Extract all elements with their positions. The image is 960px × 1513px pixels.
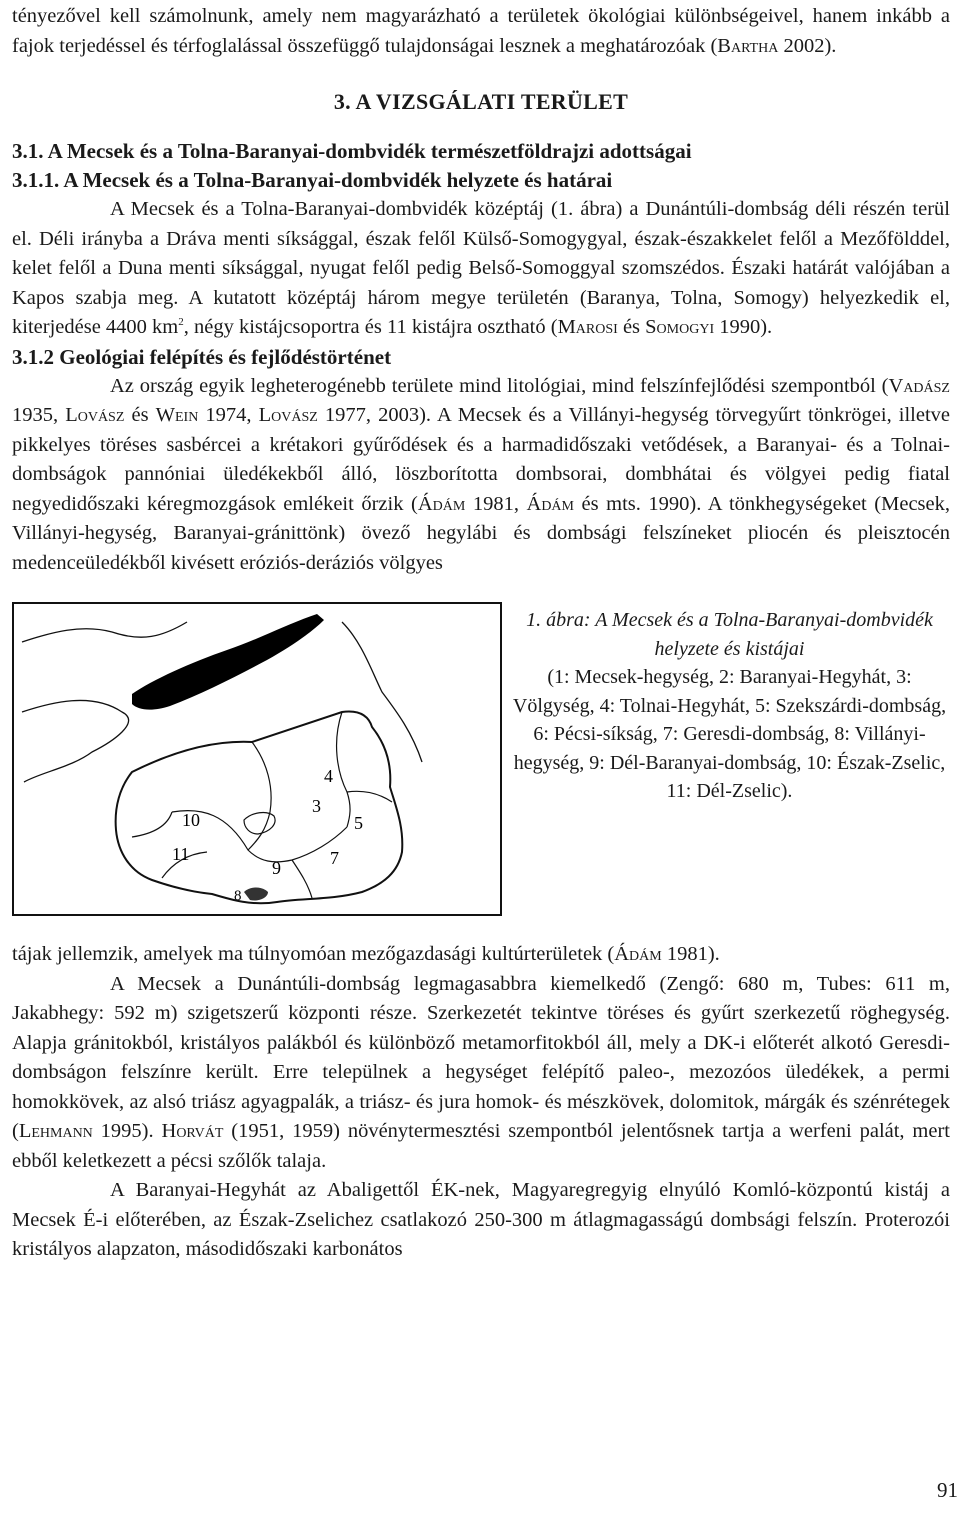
- paragraph-intro: [12, 2, 950, 61]
- page: [12, 0, 950, 1265]
- subsection-title-1: 3.1.1. A Mecsek és a Tolna-Baranyai-dombvidék helyzete és határai: [12, 168, 613, 192]
- map-label: 9: [272, 858, 281, 878]
- page-number: 91: [937, 1478, 958, 1502]
- map-label: 11: [172, 844, 190, 864]
- chapter-title: 3. A VIZSGÁLATI TERÜLET: [333, 89, 629, 114]
- text: 1974,: [198, 404, 259, 426]
- citation: Somogyi: [645, 316, 715, 338]
- region-map: [12, 602, 502, 916]
- text: 1981).: [661, 943, 720, 965]
- text: Az ország egyik legheterogénebb területe mind litológiai, mind felszínfejlődési szempontból (: [110, 374, 889, 397]
- text: tájak jellemzik, amelyek ma túlnyomóan mezőgazdasági kultúrterületek (: [12, 943, 615, 965]
- paragraph-location: [12, 195, 950, 343]
- text: A Mecsek és a Tolna-Baranyai-dombvidék középtáj (1. ábra) a Dunántúli-dombság déli részén terül el. Déli irányba a Dráva menti síksággal, észak felől Külső-Somogygyal, észak-északkelet felől a Mezőfölddel, kelet felől a Duna menti síksággal, nyugat felől pedig Belső-Somoggyal szomszédos. Északi határát valójában a Kapos szabja meg. A kutatott középtáj három megye területén (Baranya, Tolna, Somogy) helyezkedik el, kiterjedése 4400 km: [12, 198, 950, 338]
- text: és: [617, 316, 646, 338]
- text: tényezővel kell számolnunk, amely nem magyarázható a területek ökológiai különbségeivel, hanem inkább a fajok terjedéssel és térfoglalással összefüggő tulajdonságai lesznek a meghatározóak (: [12, 5, 950, 57]
- text: és mts. 1990). A tönkhegységeket (Mecsek, Villányi-hegység, Baranyai-gránittönk) övező hegylábi és dombsági felszíneket pliocén és pleisztocén medenceüledékből kivésett eróziós-deráziós völgyes: [12, 492, 950, 574]
- figure: [12, 588, 950, 928]
- citation: Lovász: [65, 404, 125, 426]
- text: A Mecsek a Dunántúli-dombság legmagasabbra kiemelkedő (Zengő: 680 m, Tubes: 611 m, Jakabhegy: 592 m) szigetszerű központi része. Szerkezetét tekintve töréses és gyűrt szerkezetű röghegység. Alapja gránitokból, kristályos palákból és különböző metamorfitokból áll, mely a DK-i előterét alkotó Geresdi-dombságon felszínre került. Erre települnek a hegységet felépítő paleo-, mezozóos üledékek, a permi homokkövek, az alsó triász agyagpalák, a triász- és jura homok- és mészkövek, dolomitok, márgák és szénrétegek (: [12, 972, 950, 1142]
- citation: Wein: [155, 404, 199, 426]
- paragraph-mecsek: [12, 970, 950, 1177]
- citation: Ádám: [526, 492, 574, 515]
- text: 1977, 2003). A Mecsek és a Villányi-hegység törvegyűrt tönkrögei, illetve pikkelyes töréses sasbércei a krétakori gyűrődések és a harmadidőszaki vetődések, a Baranyai- és a Tolnai-dombságok pannóniai üledékekből álló, löszborította dombsorai, dombhátai és völgyei pedig fiatal negyedidőszaki kéregmozgások emlékeit őrzik (: [12, 404, 951, 515]
- figure-caption-legend: (1: Mecsek-hegység, 2: Baranyai-Hegyhát, 3: Völgység, 4: Tolnai-Hegyhát, 5: Szekszárdi-dombság, 6: Pécsi-síkság, 7: Geresdi-dombság, 8: Villányi-hegység, 9: Dél-Baranyai-dombság, 10: Észak-Zselic, 11: Dél-Zselic).: [512, 666, 947, 802]
- text: 1995).: [92, 1120, 162, 1142]
- citation: Horvát: [161, 1120, 224, 1142]
- citation: Marosi: [557, 316, 618, 338]
- citation: Ádám: [417, 492, 466, 515]
- citation: Vadász: [888, 374, 950, 397]
- citation: Bartha: [717, 34, 779, 57]
- map-label: 7: [330, 848, 339, 868]
- map-label: 3: [312, 796, 321, 816]
- paragraph-hegyhat: A Baranyai-Hegyhát az Abaligettől ÉK-nek, Magyaregregyig elnyúló Komló-központú kistáj a Mecsek É-i előterében, az Észak-Zselichez csatlakozó 250-300 m átlagmagasságú dombsági felszín. Proterozói kristályos alapzaton, másodidőszaki karbonátos: [12, 1179, 950, 1260]
- superscript: 2: [178, 316, 184, 329]
- figure-caption-title: 1. ábra: A Mecsek és a Tolna-Baranyai-dombvidék helyzete és kistájai: [526, 609, 933, 660]
- paragraph-landscape: [12, 940, 950, 970]
- text: 2002).: [778, 34, 837, 57]
- map-label: 10: [182, 810, 200, 830]
- figure-caption: [509, 606, 950, 806]
- subsection-title-2: 3.1.2 Geológiai felépítés és fejlődéstörténet: [12, 344, 392, 369]
- map-label: 5: [354, 813, 363, 833]
- text: 1990).: [714, 316, 773, 338]
- paragraph-geology: [12, 372, 950, 579]
- text: (1951, 1959) növénytermesztési szempontból jelentősnek tartja a werfeni palát, mert ebből keletkezett a pécsi szőlők talaja.: [12, 1120, 950, 1172]
- citation: Lehmann: [18, 1120, 93, 1142]
- map-label: 8: [234, 888, 242, 904]
- text: , négy kistájcsoportra és 11 kistájra osztható (: [183, 316, 558, 338]
- citation: Lovász: [258, 404, 318, 426]
- citation: Ádám: [614, 943, 662, 965]
- text: 1981,: [465, 492, 527, 515]
- text: és: [124, 404, 156, 426]
- map-label: 4: [324, 766, 333, 786]
- text: 1935,: [12, 404, 66, 426]
- section-title: 3.1. A Mecsek és a Tolna-Baranyai-dombvidék természetföldrajzi adottságai: [12, 139, 692, 163]
